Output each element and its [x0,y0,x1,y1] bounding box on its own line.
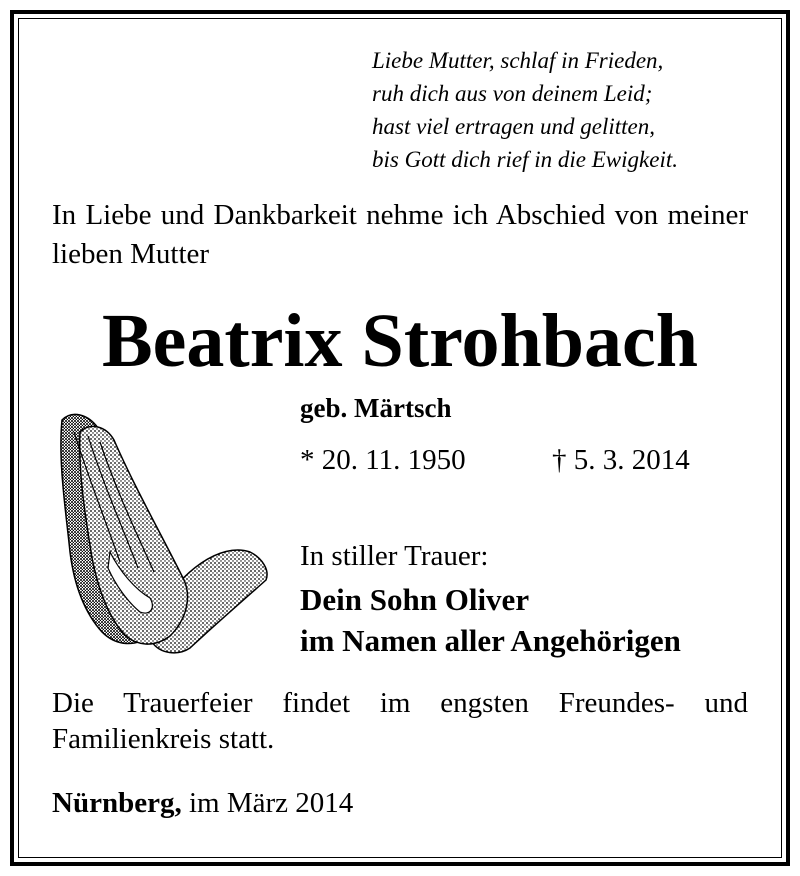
praying-hands-icon [50,402,272,662]
funeral-notice: Die Trauerfeier findet im engsten Freundes- und Familienkreis statt. [52,687,748,755]
poem-line: bis Gott dich rief in die Ewigkeit. [372,147,678,172]
deceased-name: Beatrix Strohbach [101,299,699,383]
farewell-intro: In Liebe und Dankbarkeit nehme ich Abschied von meiner lieben Mutter [52,199,748,270]
closing-date: im März 2014 [181,787,354,819]
place-and-date [52,784,353,822]
poem-line: ruh dich aus von deinem Leid; [372,81,653,106]
poem-verse [372,44,772,176]
mourner-line: Dein Sohn Oliver [300,582,530,617]
mourner-line: im Namen aller Angehörigen [300,623,681,658]
death-date: † 5. 3. 2014 [552,444,690,476]
birth-date: * 20. 11. 1950 [300,444,466,476]
maiden-name: geb. Märtsch [300,393,452,423]
poem-line: Liebe Mutter, schlaf in Frieden, [372,48,664,73]
poem-line: hast viel ertragen und gelitten, [372,114,655,139]
mourning-intro: In stiller Trauer: [300,540,489,572]
mourner-names [300,579,681,661]
closing-city: Nürnberg, [52,787,182,819]
